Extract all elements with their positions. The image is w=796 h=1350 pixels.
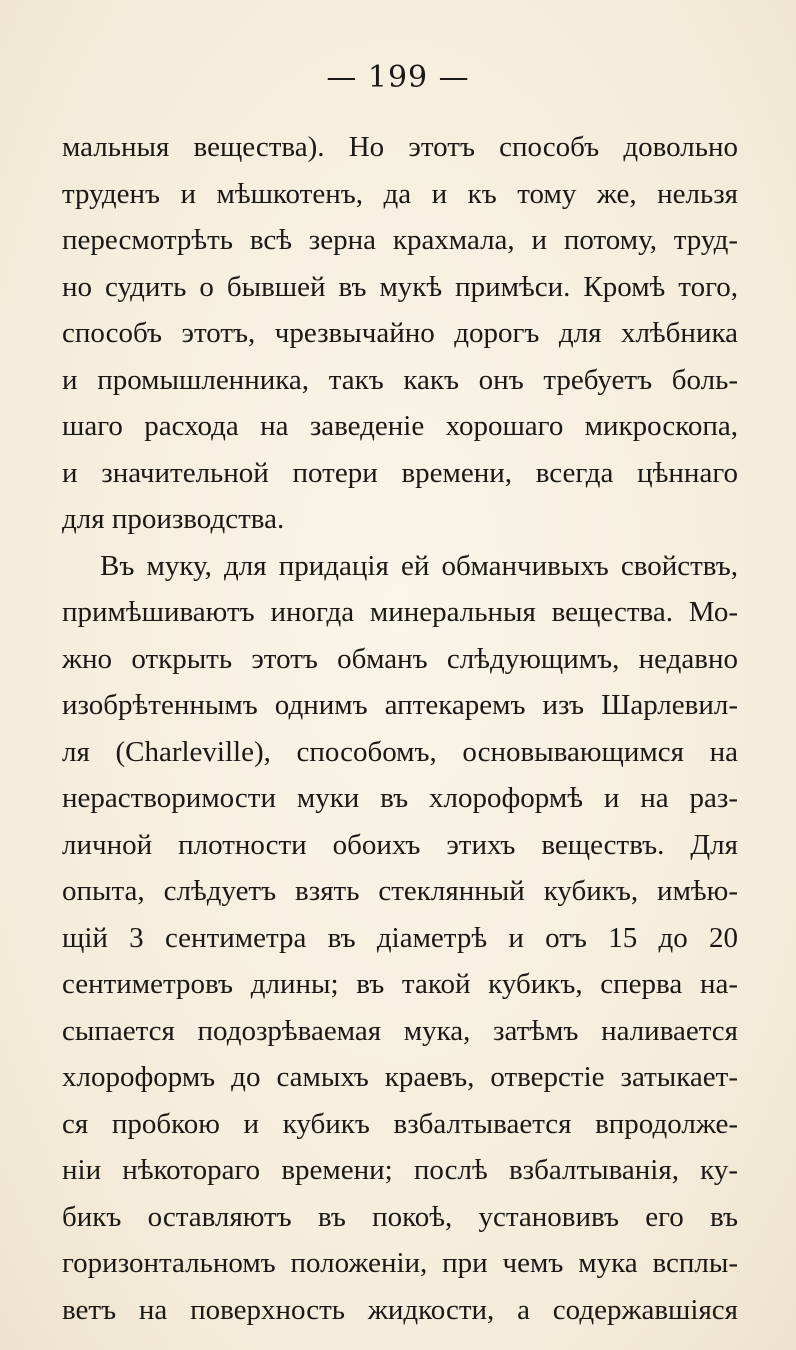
text-line: личной плотности обоихъ этихъ веществъ. Для [62,828,738,861]
text-line: пересмотрѣть всѣ зерна крахмала, и потому, труд- [62,224,738,256]
body-text [62,124,738,1333]
text-line: сыпается подозрѣваемая мука, затѣмъ наливается [62,1014,738,1047]
paragraph-start-line: Въ муку, для придація ей обманчивыхъ свойствъ, [100,549,738,582]
paragraph-end-line: для производства. [62,503,285,535]
text-line: хлороформъ до самыхъ краевъ, отверстіе затыкает- [62,1061,738,1093]
text-line: изобрѣтеннымъ однимъ аптекаремъ изъ Шарлевил- [62,689,738,721]
text-line: и промышленника, такъ какъ онъ требуетъ боль- [62,363,738,396]
text-line: сентиметровъ длины; въ такой кубикъ, сперва на- [62,968,738,1000]
text-line: способъ этотъ, чрезвычайно дорогъ для хлѣбника [62,317,738,349]
text-line: мальныя вещества). Но этотъ способъ довольно [62,131,738,163]
text-line: ветъ на поверхность жидкости, а содержавшіяся [62,1293,738,1326]
text-line: ля (Charleville), способомъ, основывающимся на [62,735,738,768]
page-number: — 199 — [326,60,470,95]
text-line: примѣшиваютъ иногда минеральныя вещества. Мо- [62,596,738,628]
text-line: бикъ оставляютъ въ покоѣ, установивъ его въ [62,1200,738,1233]
text-line: опыта, слѣдуетъ взять стеклянный кубикъ, имѣю- [62,875,738,907]
text-line: ся пробкою и кубикъ взбалтывается впродолже- [62,1107,738,1140]
text-line: щій 3 сентиметра въ діаметрѣ и отъ 15 до 20 [62,921,738,954]
text-line: труденъ и мѣшкотенъ, да и къ тому же, нельзя [62,177,738,210]
text-line: шаго расхода на заведеніе хорошаго микроскопа, [62,410,738,442]
text-line: и значительной потери времени, всегда цѣннаго [62,456,738,489]
text-line: жно открыть этотъ обманъ слѣдующимъ, недавно [62,642,738,675]
text-line: ніи нѣкотораго времени; послѣ взбалтыванія, ку- [62,1154,738,1186]
text-line: горизонтальномъ положеніи, при чемъ мука всплы- [62,1247,738,1279]
text-line: но судить о бывшей въ мукѣ примѣси. Кромѣ того, [62,270,738,303]
text-line: нерастворимости муки въ хлороформѣ и на раз- [62,782,738,814]
